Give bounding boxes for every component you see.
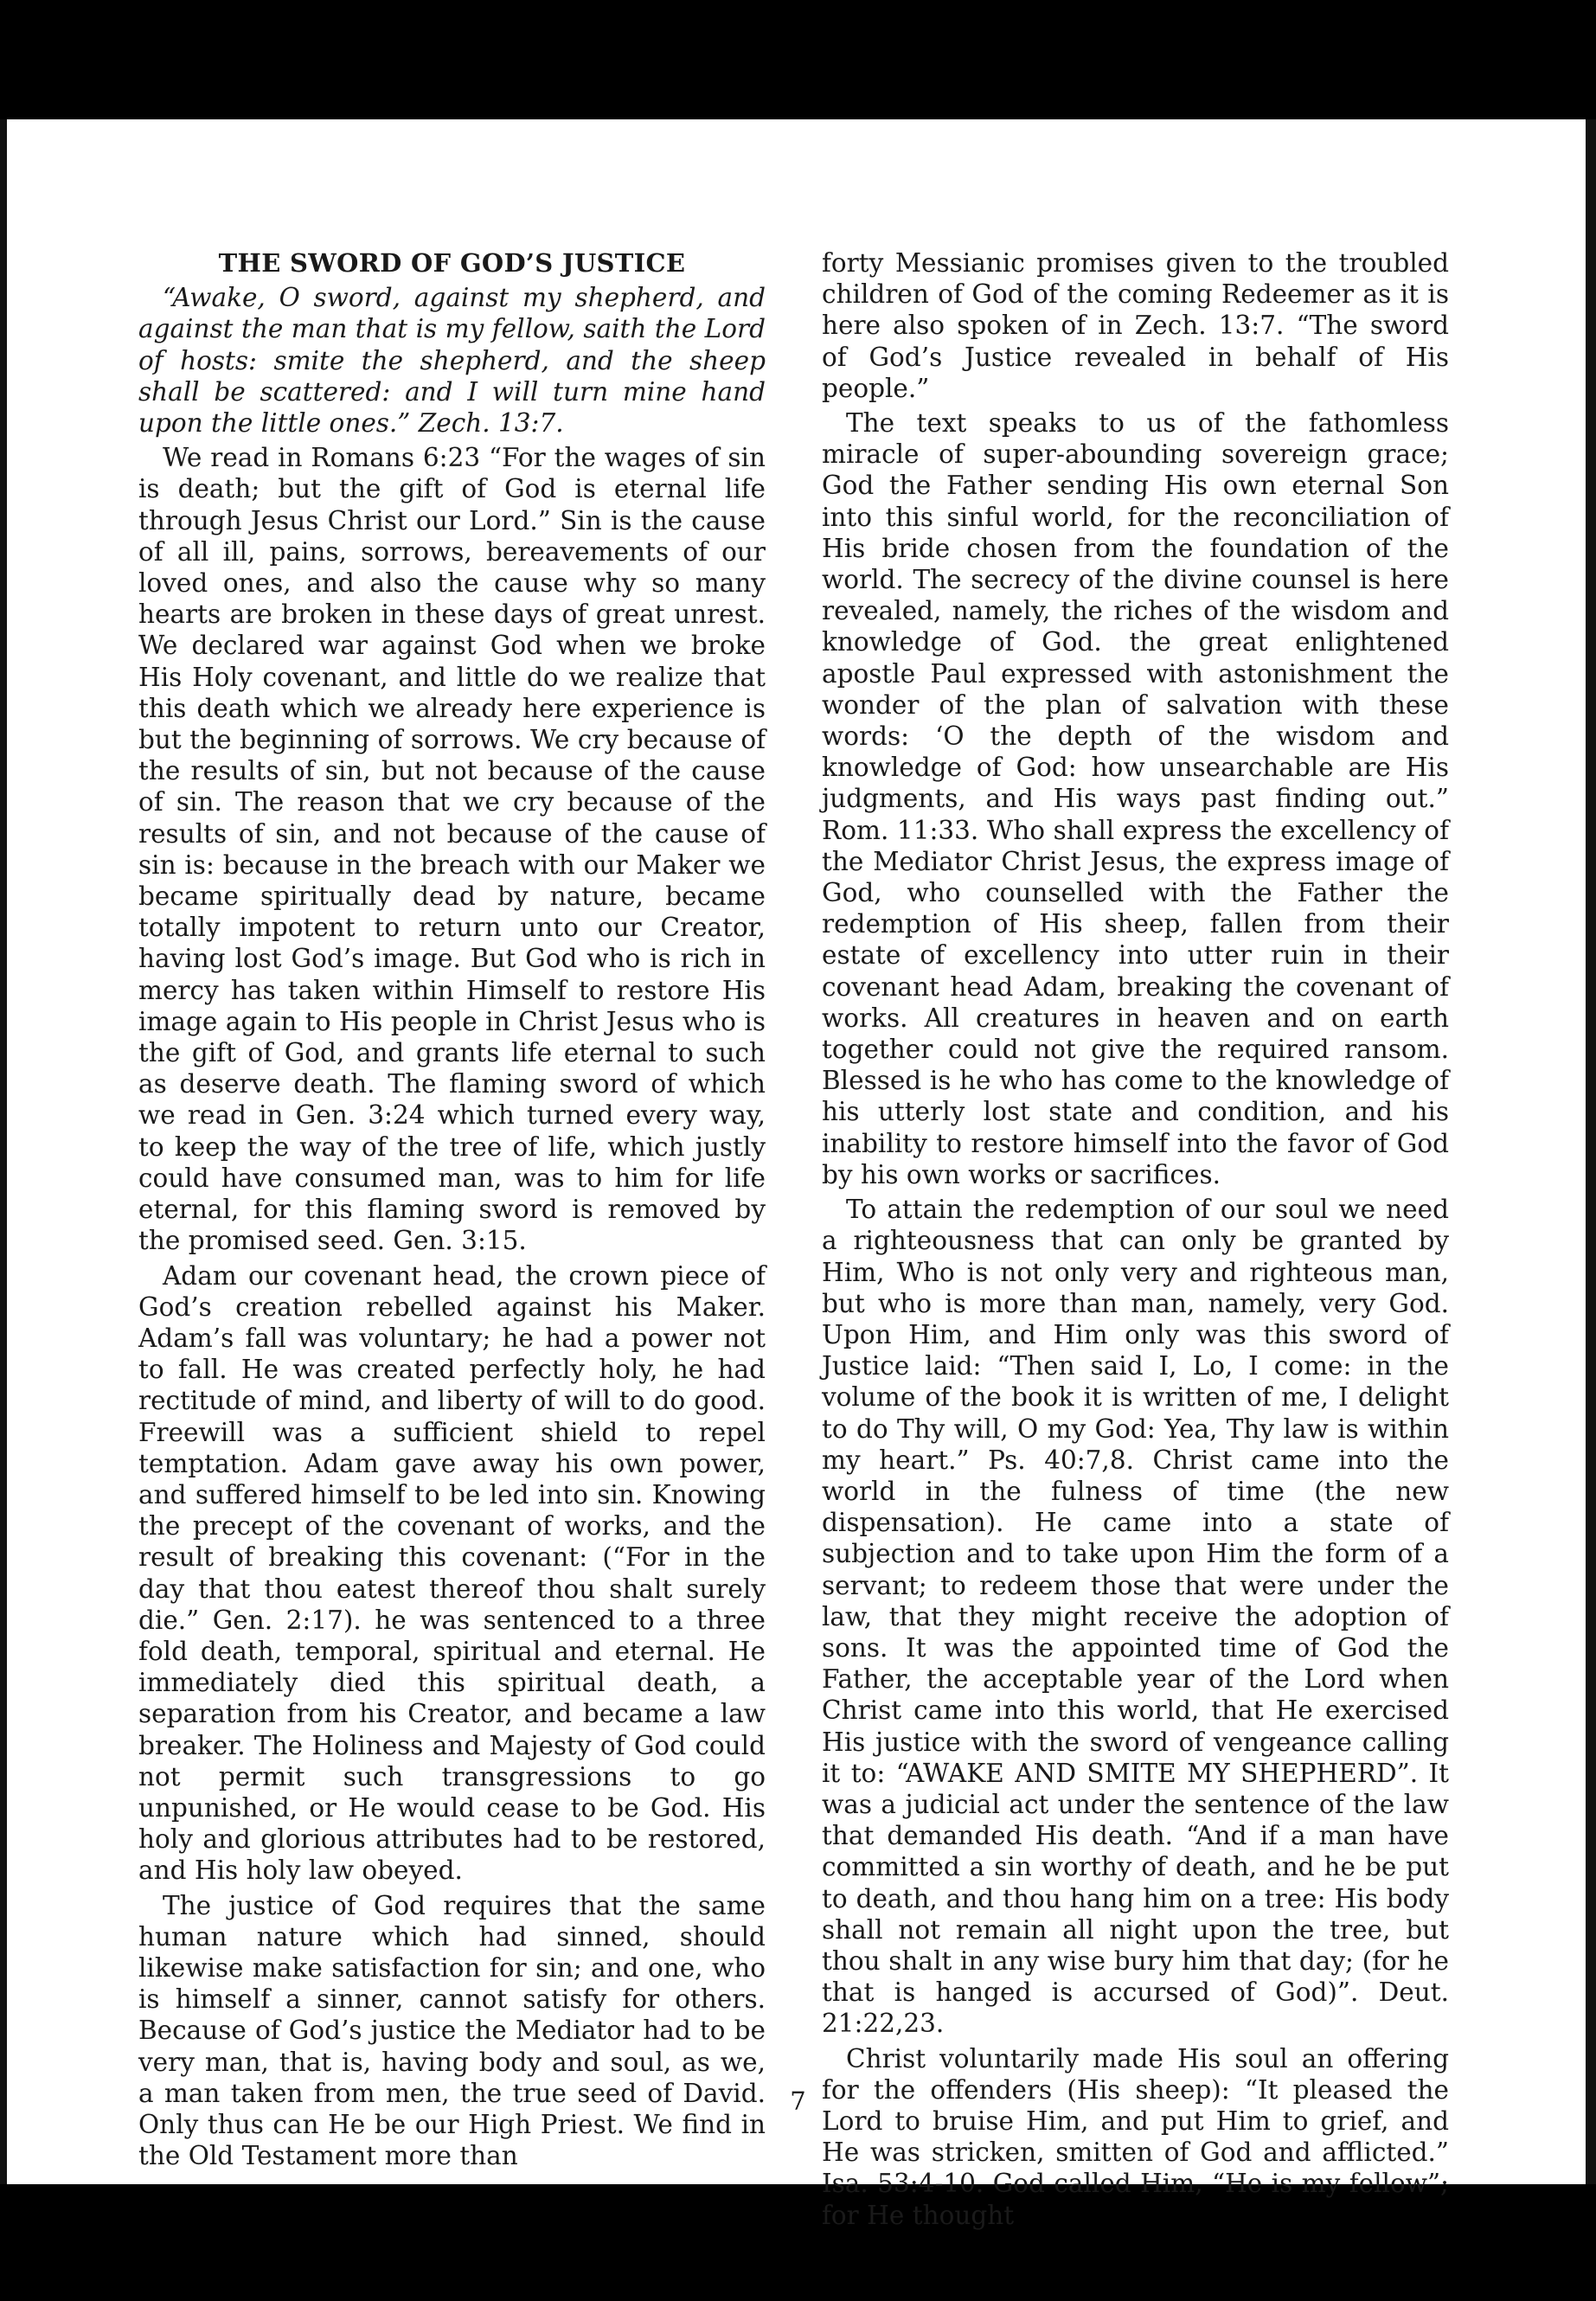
article-title: THE SWORD OF GOD’S JUSTICE (218, 248, 686, 278)
epigraph: “Awake, O sword, against my shepherd, and against the man that is my fellow, saith the Lord of hosts: smite the shepherd, and the sheep shall be scattered: and I will turn mine hand upon the little ones.” Zech. 13:7. (138, 283, 766, 439)
paragraph: Adam our covenant head, the crown piece of God’s creation rebelled against his Maker. Adam’s fall was voluntary; he had a power not to fall. He was created perfectly holy, he had rectitude of mind, and liberty of will to do good. Freewill was a sufficient shield to repel temptation. Adam gave away his own power, and suffered himself to be led into sin. Knowing the precept of the covenant of works, and the result of breaking this covenant: (“For in the day that thou eatest thereof thou shalt surely die.” Gen. 2:17). he was sentenced to a three fold death, temporal, spiritual and eternal. He immediately died this spiritual death, a separation from his Creator, and became a law breaker. The Holiness and Majesty of God could not permit such transgressions to go unpunished, or He would cease to be God. His holy and glorious attributes had to be restored, and His holy law obeyed. (138, 1260, 766, 1886)
paragraph: The justice of God requires that the same human nature which had sinned, should likewise make satisfaction for sin; and one, who is himself a sinner, cannot satisfy for others. Because of God’s justice the Mediator had to be very man, that is, having body and soul, as we, a man taken from men, the true seed of David. Only thus can He be our High Priest. We find in the Old Testament more than (138, 1890, 766, 2171)
scan-border-left (0, 119, 7, 2184)
paragraph: The text speaks to us of the fathomless miracle of super-abounding sovereign grace; God the Father sending His own eternal Son into this sinful world, for the reconciliation of His bride chosen from the foundation of the world. The secrecy of the divine counsel is here revealed, namely, the riches of the wisdom and knowledge of God. the great enlightened apostle Paul expressed with astonishment the wonder of the plan of salvation with these words: ‘O the depth of the wisdom and knowledge of God: how unsearchable are His judgments, and His ways past finding out.” Rom. 11:33. Who shall express the excellency of the Mediator Christ Jesus, the express image of God, who counselled with the Father the redemption of His sheep, fallen from their estate of excellency into utter ruin in their covenant head Adam, breaking the covenant of works. All creatures in heaven and on earth together could not give the required ransom. Blessed is he who has come to the knowledge of his utterly lost state and condition, and his inability to restore himself into the favor of God by his own works or sacrifices. (822, 408, 1449, 1189)
paragraph-continuation: forty Messianic promises given to the troubled children of God of the coming Redeemer as it is here also spoken of in Zech. 13:7. “The sword of God’s Justice revealed in behalf of His people.” (822, 248, 1449, 403)
page-number: 7 (790, 2086, 806, 2116)
right-column (822, 247, 1449, 2234)
scan-border-right (1586, 119, 1596, 2184)
paragraph: We read in Romans 6:23 “For the wages of sin is death; but the gift of God is eternal life through Jesus Christ our Lord.” Sin is the cause of all ill, pains, sorrows, bereavements of our loved ones, and also the cause why so many hearts are broken in these days of great unrest. We declared war against God when we broke His Holy covenant, and little do we realize that this death which we already here experience is but the beginning of sorrows. We cry because of the results of sin, but not because of the cause of sin. The reason that we cry because of the results of sin, and not because of the cause of sin is: because in the breach with our Maker we became spiritually dead by nature, became totally impotent to return unto our Creator, having lost God’s image. But God who is rich in mercy has taken within Himself to restore His image again to His people in Christ Jesus who is the gift of God, and grants life eternal to such as deserve death. The flaming sword of which we read in Gen. 3:24 which turned every way, to keep the way of the tree of life, which justly could have consumed man, was to him for life eternal, for this flaming sword is removed by the promised seed. Gen. 3:15. (138, 443, 766, 1256)
paragraph: Christ voluntarily made His soul an offering for the offenders (His sheep): “It pleased the Lord to bruise Him, and put Him to grief, and He was stricken, smitten of God and afflicted.” Isa. 53:4-10. God called Him, “He is my fellow”; for He thought (822, 2043, 1449, 2230)
paragraph: To attain the redemption of our soul we need a righteousness that can only be granted by Him, Who is not only very and righteous man, but who is more than man, namely, very God. Upon Him, and Him only was this sword of Justice laid: “Then said I, Lo, I come: in the volume of the book it is written of me, I delight to do Thy will, O my God: Yea, Thy law is within my heart.” Ps. 40:7,8. Christ came into the world in the fulness of time (the new dispensation). He came into a state of subjection and to take upon Him the form of a servant; to redeem those that were under the law, that they might receive the adoption of sons. It was the appointed time of God the Father, the acceptable year of the Lord when Christ came into this world, that He exercised His justice with the sword of vengeance calling it to: “AWAKE AND SMITE MY SHEPHERD”. It was a judicial act under the sentence of the law that demanded His death. “And if a man have committed a sin worthy of death, and he be put to death, and thou hang him on a tree: His body shall not remain all night upon the tree, but thou shalt in any wise bury him that day; (for he that is hanged is accursed of God)”. Deut. 21:22,23. (822, 1195, 1449, 2039)
left-column (138, 247, 766, 2175)
scan-border-top (0, 0, 1596, 119)
